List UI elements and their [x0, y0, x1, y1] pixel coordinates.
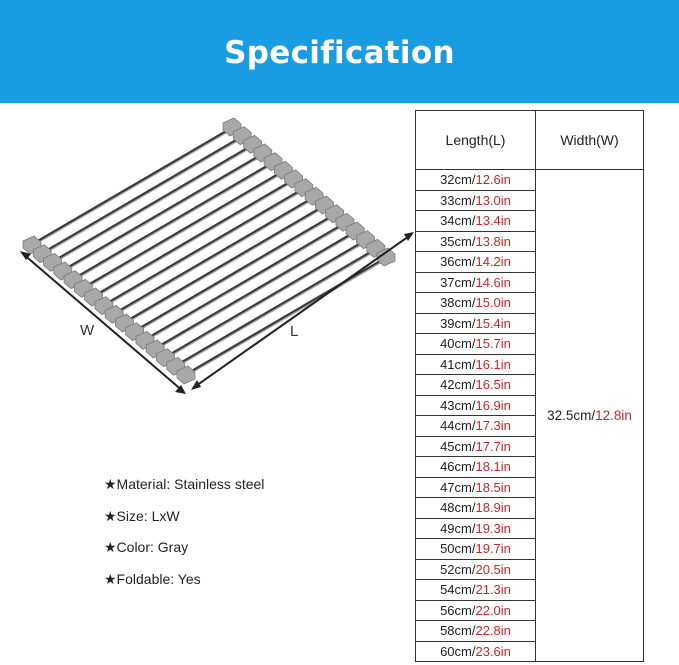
length-cell — [416, 580, 536, 601]
length-in: 13.4in — [475, 213, 511, 229]
mat-bar — [128, 208, 320, 320]
length-dimension-arrow — [191, 232, 414, 390]
length-in: 22.8in — [475, 623, 511, 639]
length-in: 15.0in — [475, 295, 511, 311]
length-in: 17.3in — [475, 418, 511, 434]
length-cm: 54cm/ — [440, 582, 476, 598]
feature-list — [104, 474, 264, 600]
width-cm: 32.5cm/ — [547, 408, 596, 423]
mat-bar — [190, 260, 382, 372]
length-cm: 48cm/ — [440, 500, 476, 516]
feature-foldable: ★Foldable: Yes — [104, 570, 201, 587]
mat-bar-highlight — [139, 219, 331, 331]
length-cell — [416, 395, 536, 416]
mat-bar-highlight — [190, 262, 382, 374]
length-in: 18.5in — [475, 479, 511, 495]
roll-up-mat-illustration — [0, 103, 415, 433]
length-cell — [416, 477, 536, 498]
mat-bar-highlight — [149, 227, 341, 339]
length-in: 14.2in — [475, 254, 511, 270]
mat-bar — [67, 156, 259, 268]
mat-bar-highlight — [108, 193, 300, 305]
length-cm: 47cm/ — [440, 479, 476, 495]
mat-bar-highlight — [98, 184, 290, 296]
width-label: W — [80, 322, 95, 339]
mat-bar-highlight — [46, 141, 238, 253]
header-banner — [0, 0, 679, 103]
mat-bar-highlight — [57, 149, 249, 261]
length-cm: 35cm/ — [440, 233, 476, 249]
length-cm: 32cm/ — [440, 172, 476, 188]
length-cell — [416, 621, 536, 642]
length-in: 13.0in — [475, 192, 511, 208]
length-cm: 34cm/ — [440, 213, 476, 229]
length-cm: 45cm/ — [440, 438, 476, 454]
length-cm: 58cm/ — [440, 623, 476, 639]
mat-bar — [108, 191, 300, 303]
length-cell — [416, 416, 536, 437]
length-cell — [416, 559, 536, 580]
length-in: 20.5in — [475, 561, 511, 577]
length-cell — [416, 211, 536, 232]
mat-bar-highlight — [87, 175, 279, 287]
length-in: 12.6in — [475, 172, 511, 188]
length-cm: 52cm/ — [440, 561, 476, 577]
length-cell — [416, 354, 536, 375]
length-cell — [416, 600, 536, 621]
length-cm: 50cm/ — [440, 541, 476, 557]
length-in: 16.9in — [475, 397, 511, 413]
length-cell — [416, 190, 536, 211]
table-body — [416, 170, 644, 662]
length-cell — [416, 231, 536, 252]
mat-bar — [77, 165, 269, 277]
size-table — [415, 110, 644, 662]
mat-bar-highlight — [36, 132, 228, 244]
mat-bar-highlight — [77, 167, 269, 279]
length-cell — [416, 539, 536, 560]
length-cell — [416, 375, 536, 396]
length-cm: 33cm/ — [440, 192, 476, 208]
mat-bar-highlight — [118, 201, 310, 313]
length-in: 13.8in — [475, 233, 511, 249]
length-cell — [416, 436, 536, 457]
page-title: Specification — [224, 34, 455, 71]
mat-bar — [57, 147, 249, 259]
mat-bar — [149, 225, 341, 337]
length-cm: 37cm/ — [440, 274, 476, 290]
length-cm: 41cm/ — [440, 356, 476, 372]
length-cm: 40cm/ — [440, 336, 476, 352]
length-in: 22.0in — [475, 602, 511, 618]
length-label: L — [290, 323, 299, 340]
length-cell — [416, 498, 536, 519]
length-in: 19.7in — [475, 541, 511, 557]
mat-bar — [159, 234, 351, 346]
length-cm: 38cm/ — [440, 295, 476, 311]
length-cell — [416, 252, 536, 273]
length-cm: 49cm/ — [440, 520, 476, 536]
length-in: 23.6in — [475, 643, 511, 659]
length-cell — [416, 272, 536, 293]
length-cm: 39cm/ — [440, 315, 476, 331]
feature-material: ★Material: Stainless steel — [104, 476, 265, 492]
length-cm: 46cm/ — [440, 459, 476, 475]
mat-bar-highlight — [159, 236, 351, 348]
length-cell — [416, 457, 536, 478]
mat-bar — [98, 182, 290, 294]
mat-bar-highlight — [67, 158, 259, 270]
length-cell — [416, 293, 536, 314]
table-header-row — [416, 111, 644, 170]
length-in: 16.1in — [475, 356, 511, 372]
length-cell — [416, 518, 536, 539]
table-row — [416, 170, 644, 191]
length-in: 16.5in — [475, 377, 511, 393]
mat-bar — [87, 173, 279, 285]
length-in: 15.4in — [475, 315, 511, 331]
mat-bar-highlight — [169, 245, 361, 357]
mat-bar-highlight — [180, 253, 372, 365]
mat-bar-highlight — [128, 210, 320, 322]
mat-bar — [46, 139, 238, 251]
length-in: 15.7in — [475, 336, 511, 352]
mat-bar — [118, 199, 310, 311]
length-in: 21.3in — [475, 582, 511, 598]
length-cm: 43cm/ — [440, 397, 476, 413]
width-in: 12.8in — [595, 408, 632, 423]
length-in: 17.7in — [475, 438, 511, 454]
length-in: 14.6in — [475, 274, 511, 290]
mat-bar — [180, 251, 372, 363]
length-cell — [416, 641, 536, 662]
length-cm: 42cm/ — [440, 377, 476, 393]
length-cm: 36cm/ — [440, 254, 476, 270]
length-header: Length(L) — [416, 111, 536, 170]
length-cell — [416, 334, 536, 355]
length-cm: 56cm/ — [440, 602, 476, 618]
length-in: 18.9in — [475, 500, 511, 516]
length-in: 18.1in — [475, 459, 511, 475]
length-cell — [416, 170, 536, 191]
length-cm: 44cm/ — [440, 418, 476, 434]
feature-color: ★Color: Gray — [104, 539, 189, 555]
length-in: 19.3in — [475, 520, 511, 536]
length-cm: 60cm/ — [440, 643, 476, 659]
mat-bar — [36, 130, 228, 242]
feature-size: ★Size: LxW — [104, 507, 180, 524]
width-cell — [536, 170, 644, 662]
width-header: Width(W) — [536, 111, 644, 170]
length-cell — [416, 313, 536, 334]
